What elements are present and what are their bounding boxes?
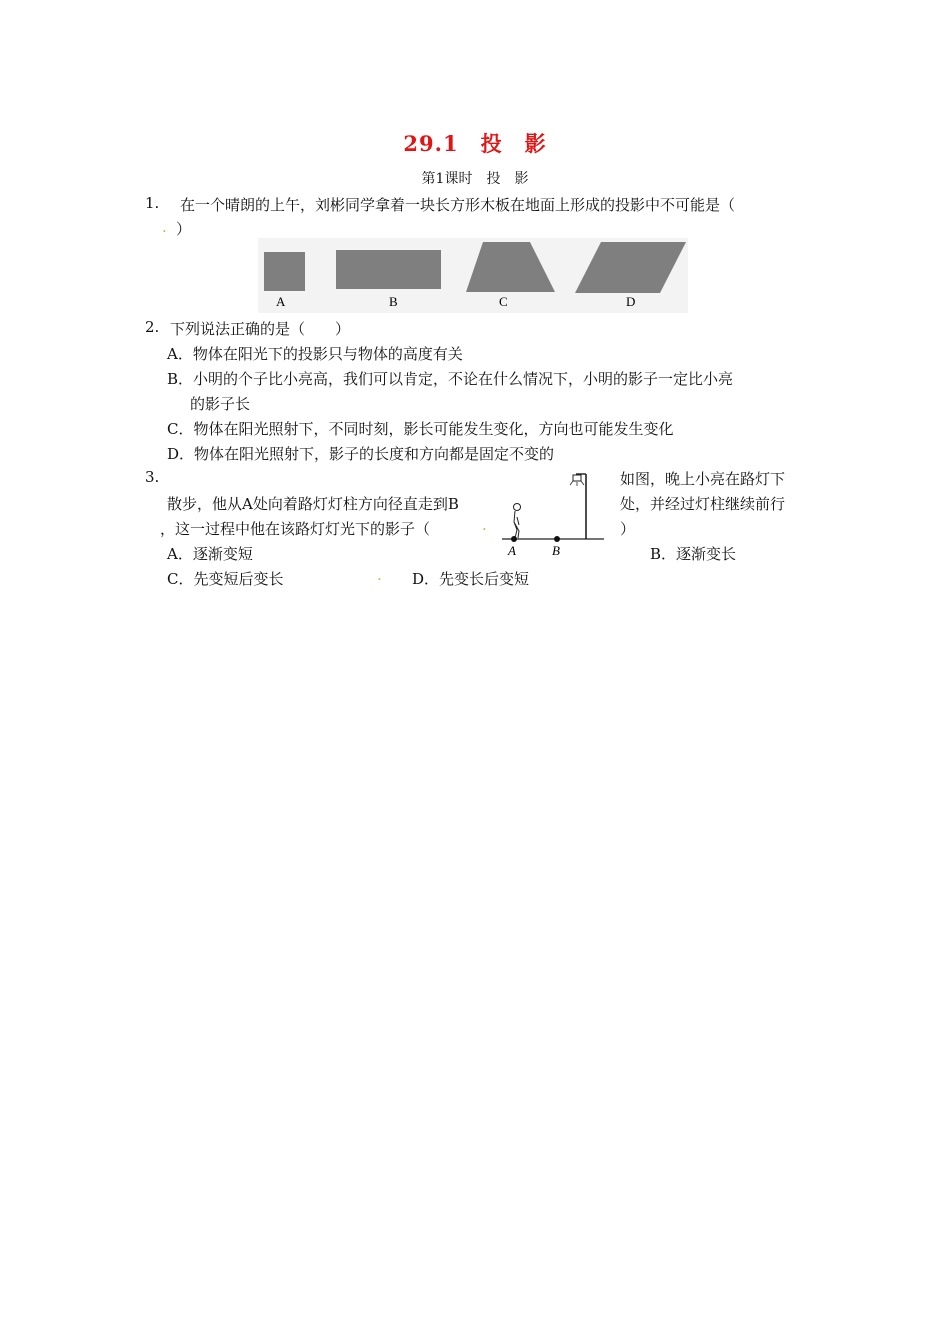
scan-dot: · — [482, 520, 487, 538]
q2-text: 下列说法正确的是（ ） — [170, 320, 351, 338]
q3-option-b: B．逐渐变长 — [650, 545, 737, 563]
q3-option-c: C．先变短后变长 — [167, 570, 284, 588]
point-b-dot — [554, 536, 560, 542]
lamp-ray-icon — [581, 481, 584, 485]
q3-line2-left: 散步，他从A处向着路灯灯柱方向径直走到B — [167, 495, 459, 513]
option-c-label: C — [499, 294, 508, 309]
option-b-rectangle-shape — [336, 250, 441, 289]
q3-number: 3. — [145, 468, 160, 486]
q2-option-b-line1: B．小明的个子比小亮高，我们可以肯定，不论在什么情况下，小明的影子一定比小亮 — [167, 370, 734, 388]
streetlamp-figure — [500, 470, 606, 560]
q1-projection-figure — [258, 238, 688, 313]
point-a-dot — [511, 536, 517, 542]
person-head-icon — [514, 504, 521, 511]
lamp-ray-icon — [570, 481, 573, 485]
q3-line3-left: ，这一过程中他在该路灯灯光下的影子（ — [160, 520, 431, 538]
q1-text: 在一个晴朗的上午，刘彬同学拿着一块长方形木板在地面上形成的投影中不可能是（ — [180, 196, 736, 214]
q2-option-a: A．物体在阳光下的投影只与物体的高度有关 — [167, 345, 463, 363]
page-title: 29.1 投 影 — [403, 131, 547, 156]
lamp-icon — [573, 475, 581, 481]
lesson-subtitle: 第1课时 投 影 — [421, 171, 529, 187]
scan-dot: · — [377, 570, 382, 588]
option-b-label: B — [389, 294, 398, 309]
q1-number: 1. — [145, 194, 160, 212]
q2-option-c: C．物体在阳光照射下，不同时刻，影长可能发生变化，方向也可能发生变化 — [167, 420, 674, 438]
q1-close: ） — [176, 220, 192, 238]
q3-line1-right: 如图，晚上小亮在路灯下 — [620, 470, 786, 488]
q3-line2-right: 处，并经过灯柱继续前行 — [620, 495, 786, 513]
point-b-label: B — [552, 543, 560, 558]
q3-line3-right: ） — [620, 520, 636, 538]
point-a-label: A — [508, 543, 516, 558]
q2-option-b-line2: 的影子长 — [190, 395, 251, 413]
scan-dot: · — [162, 222, 167, 240]
option-d-label: D — [626, 294, 636, 309]
option-a-square-shape — [264, 252, 305, 291]
person-body-icon — [514, 511, 519, 538]
option-a-label: A — [276, 294, 286, 309]
q3-option-d: D．先变长后变短 — [412, 570, 530, 588]
q2-number: 2. — [145, 318, 160, 336]
q2-option-d: D．物体在阳光照射下，影子的长度和方向都是固定不变的 — [167, 445, 555, 463]
q3-option-a: A．逐渐变短 — [167, 545, 253, 563]
